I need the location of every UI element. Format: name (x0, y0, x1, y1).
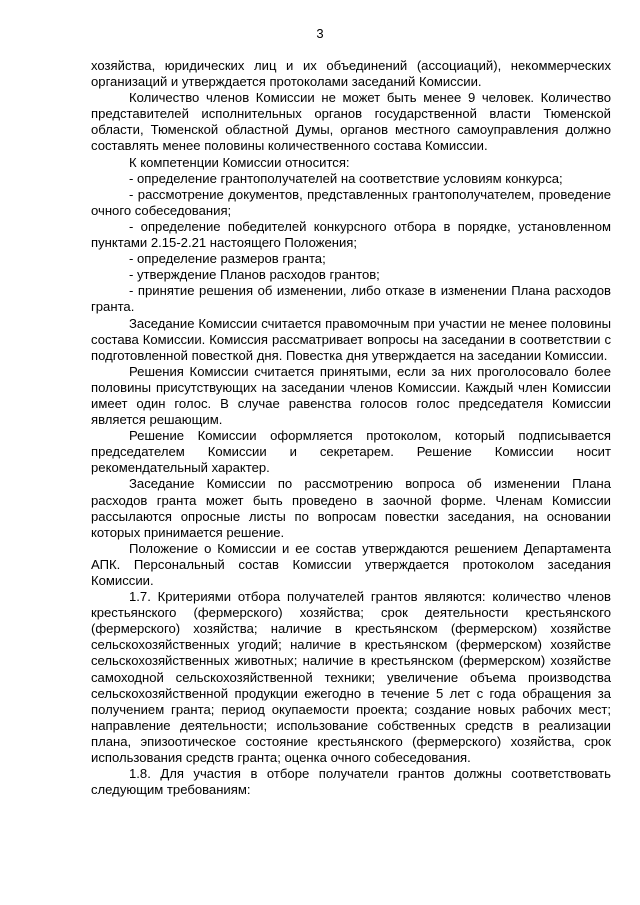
list-item: - принятие решения об изменении, либо отказе в изменении Плана расходов гранта. (91, 283, 611, 315)
paragraph: хозяйства, юридических лиц и их объединений (ассоциаций), некоммерческих организаций и утверждается протоколами заседаний Комиссии. (91, 58, 611, 90)
list-item: - определение размеров гранта; (129, 251, 326, 267)
paragraph: К компетенции Комиссии относится: (129, 154, 350, 170)
list-item: - определение победителей конкурсного отбора в порядке, установленном пунктами 2.15-2.21 настоящего Положения; (91, 218, 611, 251)
list-item: - определение грантополучателей на соответствие условиям конкурса; (129, 170, 563, 186)
paragraph: 1.8. Для участия в отборе получатели грантов должны соответствовать следующим требованиям: (91, 766, 611, 798)
list-item: - утверждение Планов расходов грантов; (129, 267, 380, 283)
paragraph: 1.7. Критериями отбора получателей грантов являются: количество членов крестьянского (фермерского) хозяйства; срок деятельности крестьянского (фермерского) хозяйства; наличие в крестьянском (фермерском) хозяйстве сельскохозяйственных угодий; наличие в крестьянском (фермерском) хозяйстве сельскохозяйственных животных; наличие в крестьянском (фермерском) хозяйстве самоходной сельскохозяйственной техники; увеличение объема производства сельскохозяйственной продукции ежегодно в течение 5 лет с года обращения за получением гранта; период окупаемости проекта; создание новых рабочих мест; направление деятельности; использование собственных средств в реализации плана, эпизоотическое состояние крестьянского (фермерского) хозяйства, срок использования средств гранта; оценка очного собеседования. (91, 589, 611, 766)
paragraph: Количество членов Комиссии не может быть менее 9 человек. Количество представителей исполнительных органов государственной власти Тюменской области, Тюменской областной Думы, органов местного самоуправления должно составлять менее половины количественного состава Комиссии. (91, 90, 611, 154)
list-item: - рассмотрение документов, представленных грантополучателем, проведение очного собеседования; (91, 186, 611, 218)
paragraph: Заседание Комиссии считается правомочным при участии не менее половины состава Комиссии. Комиссия рассматривает вопросы на заседании в соответствии с подготовленной повесткой дня. Повестка дня утверждается на заседании Комиссии. (91, 315, 611, 363)
document-body (91, 58, 611, 798)
page-number: 3 (316, 26, 324, 41)
paragraph: Положение о Комиссии и ее состав утверждаются решением Департамента АПК. Персональный состав Комиссии утверждается протоколом заседания Комиссии. (91, 540, 611, 588)
paragraph: Решения Комиссии считается принятыми, если за них проголосовало более половины присутствующих на заседании членов Комиссии. Каждый член Комиссии имеет один голос. В случае равенства голосов голос председателя Комиссии является решающим. (91, 363, 611, 428)
paragraph: Заседание Комиссии по рассмотрению вопроса об изменении Плана расходов гранта может быть проведено в заочной форме. Членам Комиссии рассылаются опросные листы по вопросам повестки заседания, на основании которых принимается решение. (91, 476, 611, 540)
paragraph: Решение Комиссии оформляется протоколом, который подписывается председателем Комиссии и секретарем. Решение Комиссии носит рекомендательный характер. (91, 428, 611, 476)
